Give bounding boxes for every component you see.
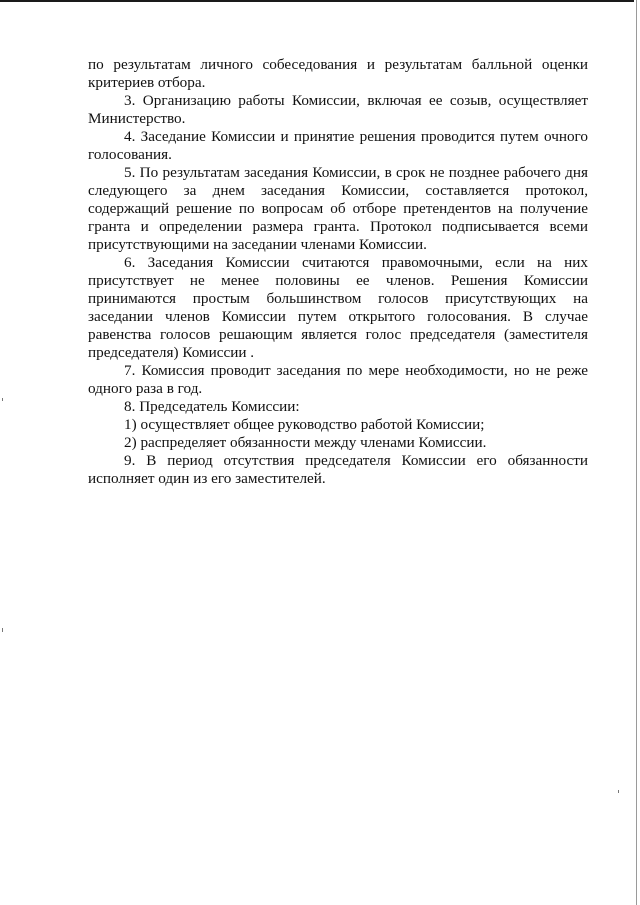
paragraph-item-7: 7. Комиссия проводит заседания по мере необходимости, но не реже одного раза в год. [88, 362, 588, 397]
paragraph-item-4: 4. Заседание Комиссии и принятие решения проводится путем очного голосования. [88, 128, 588, 163]
document-body [88, 56, 588, 488]
scan-speck [618, 790, 619, 793]
scan-top-border [0, 0, 634, 2]
scan-speck [2, 398, 3, 401]
paragraph-item-3: 3. Организацию работы Комиссии, включая ее созыв, осуществляет Министерство. [88, 92, 588, 127]
scan-right-edge [636, 0, 637, 905]
paragraph-item-9: 9. В период отсутствия председателя Комиссии его обязанности исполняет один из его заместителей. [88, 452, 588, 487]
paragraph-item-6: 6. Заседания Комиссии считаются правомочными, если на них присутствует не менее половины ее членов. Решения Комиссии принимаются простым большинством голосов присутствующих на заседании членов Комиссии путем открытого голосования. В случае равенства голосов решающим является голос председателя (заместителя председателя) Комиссии . [88, 254, 588, 361]
paragraph-subitem-1: 1) осуществляет общее руководство работой Комиссии; [124, 416, 485, 433]
paragraph-continuation: по результатам личного собеседования и результатам балльной оценки критериев отбора. [88, 56, 588, 91]
paragraph-item-8: 8. Председатель Комиссии: [124, 398, 300, 415]
paragraph-subitem-2: 2) распределяет обязанности между членами Комиссии. [124, 434, 487, 451]
scan-speck [2, 628, 3, 632]
paragraph-item-5: 5. По результатам заседания Комиссии, в срок не позднее рабочего дня следующего за днем заседания Комиссии, составляется протокол, содержащий решение по вопросам об отборе претендентов на получение гранта и определении размера гранта. Протокол подписывается всеми присутствующими на заседании членами Комиссии. [88, 164, 588, 253]
